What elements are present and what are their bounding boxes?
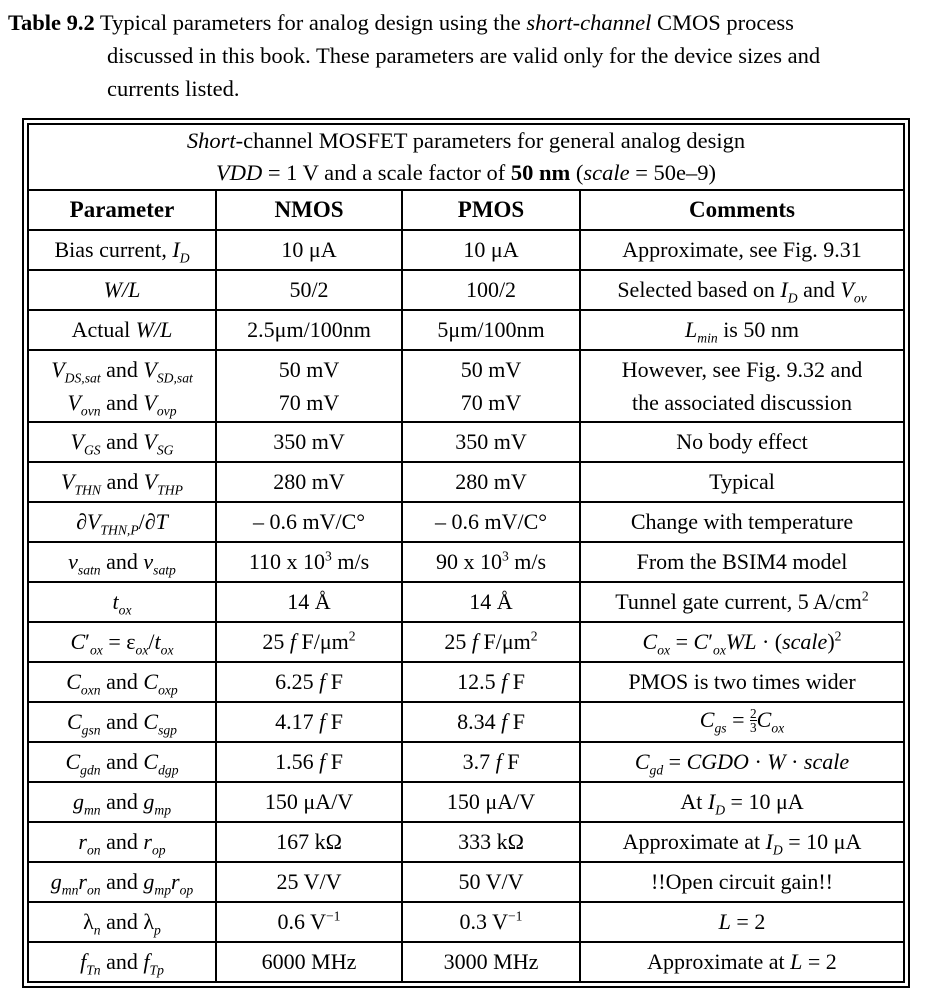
pmos-cell: 5μm/100nm [402, 310, 580, 350]
param-cell: $C_{gsn}$ and $C_{sgp}$ [28, 702, 216, 742]
nmos-cell: 10 μA [216, 230, 402, 270]
param-cell: $t_{ox}$ [28, 582, 216, 622]
nmos-cell: 6.25 f F [216, 662, 402, 702]
param-cell: $g_{mn}$ and $g_{mp}$ [28, 782, 216, 822]
table-title [28, 124, 904, 190]
comments-cell: PMOS is two times wider [580, 662, 904, 702]
caption-line: currents listed. [107, 76, 240, 101]
table-row [28, 902, 904, 942]
nmos-cell: 14 Å [216, 582, 402, 622]
table-row [28, 230, 904, 270]
pmos-cell: – 0.6 mV/C° [402, 502, 580, 542]
column-header-pmos: PMOS [402, 190, 580, 230]
param-cell: $C'_{ox} = \varepsilon_{ox}/t_{ox}$ [28, 622, 216, 662]
table-row [28, 542, 904, 582]
param-cell: $f_{Tn}$ and $f_{Tp}$ [28, 942, 216, 982]
table-caption [8, 6, 925, 105]
table-row [28, 582, 904, 622]
pmos-cell: 333 kΩ [402, 822, 580, 862]
param-cell: $C_{oxn}$ and $C_{oxp}$ [28, 662, 216, 702]
nmos-cell: 25 f $F/\mu m^2$ [216, 622, 402, 662]
table-row [28, 462, 904, 502]
param-cell: $r_{on}$ and $r_{op}$ [28, 822, 216, 862]
column-header-comments: Comments [580, 190, 904, 230]
comments-cell: Approximate at L = 2 [580, 942, 904, 982]
param-cell: $\lambda_n$ and $\lambda_p$ [28, 902, 216, 942]
pmos-cell: 350 mV [402, 422, 580, 462]
param-cell: $g_{mn}r_{on}$ and $g_{mp}r_{op}$ [28, 862, 216, 902]
pmos-cell: 90 x $10^3$ m/s [402, 542, 580, 582]
caption-line: discussed in this book. These parameters are valid only for the device sizes and [107, 43, 821, 68]
comments-cell: Selected based on $I_D$ and $V_{ov}$ [580, 270, 904, 310]
comments-cell: From the BSIM4 model [580, 542, 904, 582]
comments-cell: At $I_D = 10$ μA [580, 782, 904, 822]
nmos-cell: 350 mV [216, 422, 402, 462]
param-cell: W/L [28, 270, 216, 310]
param-cell: Actual W/L [28, 310, 216, 350]
pmos-cell: 14 Å [402, 582, 580, 622]
comments-cell: $C_{gd}$ = CGDO · W · scale [580, 742, 904, 782]
comments-cell: !!Open circuit gain!! [580, 862, 904, 902]
comments-cell: Approximate, see Fig. 9.31 [580, 230, 904, 270]
pmos-cell: 10 μA [402, 230, 580, 270]
comments-cell: L = 2 [580, 902, 904, 942]
nmos-cell: 0.6 $V^{-1}$ [216, 902, 402, 942]
table-row [28, 862, 904, 902]
nmos-cell: 50/2 [216, 270, 402, 310]
table-row [28, 702, 904, 742]
pmos-cell: 50 V/V [402, 862, 580, 902]
table-row [28, 662, 904, 702]
nmos-cell: 110 x $10^3$ m/s [216, 542, 402, 582]
param-cell: $\partial V_{THN,P}/\partial T$ [28, 502, 216, 542]
comments-cell: No body effect [580, 422, 904, 462]
comments-cell: $L_{min}$ is 50 nm [580, 310, 904, 350]
column-header-parameter: Parameter [28, 190, 216, 230]
comments-cell: However, see Fig. 9.32 and the associated discussion [580, 350, 904, 422]
table-title-line2: VDD = 1 V and a scale factor of 50 nm (scale = 50e–9) [215, 160, 717, 185]
table-row [28, 622, 904, 662]
table-row [28, 350, 904, 422]
table-row [28, 822, 904, 862]
table-row [28, 270, 904, 310]
comments-cell: $C_{ox} = C'_{ox}WL$ · (scale)$^2$ [580, 622, 904, 662]
comments-cell: Tunnel gate current, 5 $A/cm^2$ [580, 582, 904, 622]
nmos-cell: 2.5μm/100nm [216, 310, 402, 350]
pmos-cell: 50 mV 70 mV [402, 350, 580, 422]
nmos-cell: 25 V/V [216, 862, 402, 902]
comments-cell: $C_{gs}$ = $\frac{2}{3}$ $C_{ox}$ [580, 702, 904, 742]
param-cell: $V_{GS}$ and $V_{SG}$ [28, 422, 216, 462]
table-title-line1: Short-channel MOSFET parameters for general analog design [186, 128, 746, 153]
param-cell: $V_{THN}$ and $V_{THP}$ [28, 462, 216, 502]
pmos-cell: 0.3 $V^{-1}$ [402, 902, 580, 942]
table-frame [22, 118, 910, 988]
pmos-cell: 3.7 f F [402, 742, 580, 782]
table-title-row [28, 124, 904, 190]
table-row [28, 310, 904, 350]
page [0, 6, 931, 988]
table-row [28, 422, 904, 462]
nmos-cell: 1.56 f F [216, 742, 402, 782]
pmos-cell: 8.34 f F [402, 702, 580, 742]
pmos-cell: 3000 MHz [402, 942, 580, 982]
table-row [28, 782, 904, 822]
column-header-nmos: NMOS [216, 190, 402, 230]
param-cell: Bias current, $I_D$ [28, 230, 216, 270]
comments-cell: Change with temperature [580, 502, 904, 542]
pmos-cell: 150 μA/V [402, 782, 580, 822]
nmos-cell: 150 μA/V [216, 782, 402, 822]
nmos-cell: 4.17 f F [216, 702, 402, 742]
param-cell: $v_{satn}$ and $v_{satp}$ [28, 542, 216, 582]
parameters-table [27, 123, 905, 983]
param-cell: $V_{DS,sat}$ and $V_{SD,sat}$ $V_{ovn}$ and $V_{ovp}$ [28, 350, 216, 422]
comments-cell: Approximate at $I_D = 10$ μA [580, 822, 904, 862]
table-row [28, 502, 904, 542]
pmos-cell: 100/2 [402, 270, 580, 310]
nmos-cell: 50 mV 70 mV [216, 350, 402, 422]
comments-cell: Typical [580, 462, 904, 502]
column-header-row [28, 190, 904, 230]
nmos-cell: 167 kΩ [216, 822, 402, 862]
pmos-cell: 280 mV [402, 462, 580, 502]
table-row [28, 942, 904, 982]
nmos-cell: 6000 MHz [216, 942, 402, 982]
pmos-cell: 12.5 f F [402, 662, 580, 702]
param-cell: $C_{gdn}$ and $C_{dgp}$ [28, 742, 216, 782]
nmos-cell: 280 mV [216, 462, 402, 502]
pmos-cell: 25 f $F/\mu m^2$ [402, 622, 580, 662]
table-row [28, 742, 904, 782]
nmos-cell: – 0.6 mV/C° [216, 502, 402, 542]
caption-line: Table 9.2 Typical parameters for analog design using the short-channel CMOS process [8, 10, 794, 35]
